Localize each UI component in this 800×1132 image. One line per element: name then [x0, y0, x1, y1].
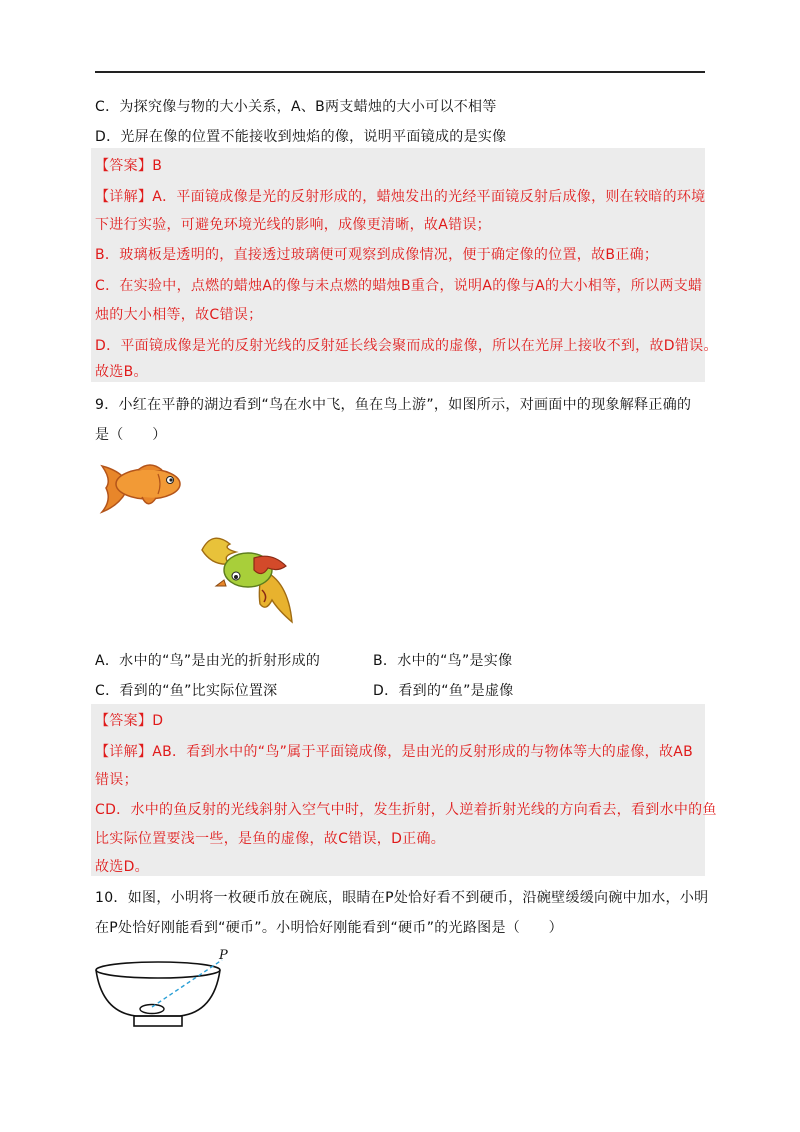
bowl-figure: [92, 950, 242, 1030]
explanation-line: 【详解】A．平面镜成像是光的反射形成的，蜡烛发出的光经平面镜反射后成像，则在较暗的环境: [95, 189, 706, 205]
explanation-line: CD．水中的鱼反射的光线斜射入空气中时，发生折射，人逆着折射光线的方向看去，看到水中的鱼: [95, 802, 717, 818]
answer-label-q8: 【答案】B: [95, 158, 163, 174]
explanation-line: 烛的大小相等，故C错误；: [95, 307, 263, 323]
answer-block-q9: [91, 704, 705, 876]
explanation-line: C．在实验中，点燃的蜡烛A的像与未点燃的蜡烛B重合，说明A的像与A的大小相等，所以两支蜡: [95, 278, 703, 294]
question-10-stem: 在P处恰好刚能看到“硬币”。小明恰好刚能看到“硬币”的光路图是（ ）: [95, 920, 563, 936]
option-b: B．水中的“鸟”是实像: [373, 653, 513, 669]
option-c: C．看到的“鱼”比实际位置深: [95, 683, 278, 699]
fish-illustration: [98, 460, 188, 516]
explanation-line: 故选D。: [95, 859, 149, 875]
answer-label-q9: 【答案】D: [95, 713, 164, 729]
bird-illustration: [192, 530, 302, 625]
explanation-line: D．平面镜成像是光的反射光线的反射延长线会聚而成的虚像，所以在光屏上接收不到，故D错误。: [95, 338, 718, 354]
question-10-stem: 10．如图，小明将一枚硬币放在碗底，眼睛在P处恰好看不到硬币，沿碗壁缓缓向碗中加水，小明: [95, 890, 709, 906]
explanation-line: 故选B。: [95, 364, 148, 380]
explanation-line: 错误；: [95, 772, 138, 788]
explanation-line: B．玻璃板是透明的，直接透过玻璃便可观察到成像情况，便于确定像的位置，故B正确；: [95, 247, 659, 263]
explanation-line: 下进行实验，可避免环境光线的影响，成像更清晰，故A错误；: [95, 217, 491, 233]
point-p-label: P: [219, 948, 228, 963]
explanation-line: 比实际位置要浅一些，是鱼的虚像，故C错误，D正确。: [95, 831, 446, 847]
option-a: A．水中的“鸟”是由光的折射形成的: [95, 653, 321, 669]
option-d-prev: D．光屏在像的位置不能接收到烛焰的像，说明平面镜成的是实像: [95, 129, 507, 145]
header-rule: [95, 71, 705, 73]
explanation-line: 【详解】AB．看到水中的“鸟”属于平面镜成像，是由光的反射形成的与物体等大的虚像，故AB: [95, 744, 694, 760]
question-9-stem: 9．小红在平静的湖边看到“鸟在水中飞，鱼在鸟上游”，如图所示，对画面中的现象解释正确的: [95, 397, 692, 413]
option-c-prev: C．为探究像与物的大小关系，A、B两支蜡烛的大小可以不相等: [95, 99, 497, 115]
option-d: D．看到的“鱼”是虚像: [373, 683, 514, 699]
question-9-stem: 是（ ）: [95, 427, 167, 443]
